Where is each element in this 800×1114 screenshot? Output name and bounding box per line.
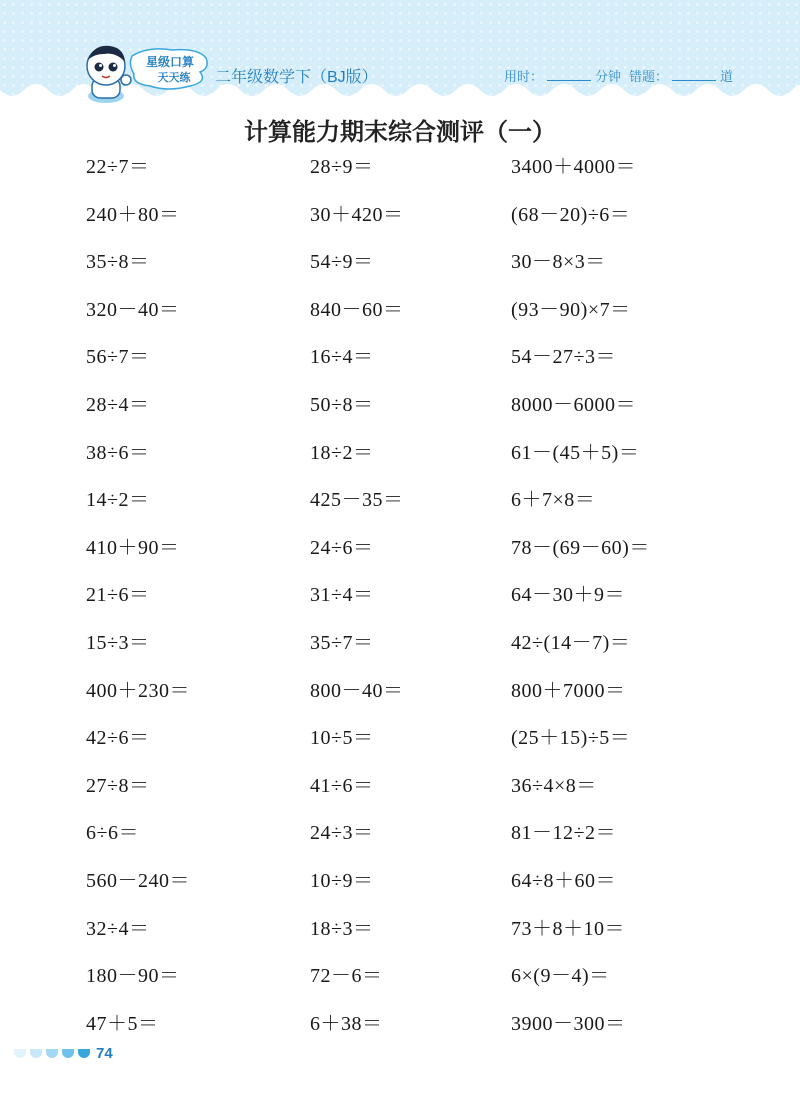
- problem-item: (68－20)÷6＝: [511, 203, 631, 226]
- problem-item: 54÷9＝: [310, 251, 374, 274]
- errors-blank[interactable]: [672, 68, 716, 81]
- problem-item: 400＋230＝: [86, 679, 190, 702]
- problem-row: [0, 574, 800, 622]
- problem-item: 240＋80＝: [86, 203, 180, 226]
- errors-label: 错题：: [629, 69, 669, 84]
- problem-item: 425－35＝: [310, 489, 404, 512]
- problem-item: 73＋8＋10＝: [511, 917, 625, 940]
- page-footer: [14, 1045, 113, 1062]
- problem-row: [0, 384, 800, 432]
- problem-row: [0, 1003, 800, 1051]
- problem-item: 28÷4＝: [86, 393, 150, 416]
- problem-item: 47＋5＝: [86, 1012, 159, 1035]
- problem-item: 16÷4＝: [310, 346, 374, 369]
- problem-item: (25＋15)÷5＝: [511, 727, 631, 750]
- problem-item: 54－27÷3＝: [511, 346, 616, 369]
- problem-item: 800－40＝: [310, 679, 404, 702]
- minute-label: 分钟: [595, 69, 622, 84]
- footer-dot: [14, 1049, 26, 1058]
- problem-item: 24÷6＝: [310, 536, 374, 559]
- problem-item: 24÷3＝: [310, 822, 374, 845]
- problem-item: 6＋7×8＝: [511, 489, 596, 512]
- problem-item: 81－12÷2＝: [511, 822, 616, 845]
- problem-item: 35÷7＝: [310, 631, 374, 654]
- problem-item: 840－60＝: [310, 298, 404, 321]
- problem-item: 64－30＋9＝: [511, 584, 625, 607]
- time-blank[interactable]: [547, 68, 591, 81]
- svg-text:星级口算: 星级口算: [145, 55, 195, 69]
- problem-item: 72－6＝: [310, 965, 383, 988]
- problem-item: 21÷6＝: [86, 584, 150, 607]
- problem-row: [0, 289, 800, 337]
- problem-item: 61－(45＋5)＝: [511, 441, 640, 464]
- problem-row: [0, 717, 800, 765]
- problem-item: 320－40＝: [86, 298, 180, 321]
- problem-item: 10÷5＝: [310, 727, 374, 750]
- footer-dot: [30, 1049, 42, 1058]
- problem-item: 50÷8＝: [310, 393, 374, 416]
- problem-item: 38÷6＝: [86, 441, 150, 464]
- problem-item: 18÷2＝: [310, 441, 374, 464]
- problem-row: [0, 812, 800, 860]
- problem-row: [0, 765, 800, 813]
- problem-item: 42÷6＝: [86, 727, 150, 750]
- problem-item: 56÷7＝: [86, 346, 150, 369]
- problem-item: 30＋420＝: [310, 203, 404, 226]
- problem-row: [0, 241, 800, 289]
- problem-row: [0, 146, 800, 194]
- footer-dot: [46, 1049, 58, 1058]
- problem-item: 42÷(14－7)＝: [511, 631, 631, 654]
- problem-item: 30－8×3＝: [511, 251, 606, 274]
- footer-dot: [62, 1049, 74, 1058]
- problem-row: [0, 336, 800, 384]
- problem-row: [0, 670, 800, 718]
- problem-item: (93－90)×7＝: [511, 298, 631, 321]
- problem-item: 28÷9＝: [310, 156, 374, 178]
- problem-item: 78－(69－60)＝: [511, 536, 650, 559]
- problem-row: [0, 908, 800, 956]
- time-error-record: [504, 66, 733, 85]
- problem-item: 35÷8＝: [86, 251, 150, 274]
- problem-item: 27÷8＝: [86, 774, 150, 797]
- problem-row: [0, 527, 800, 575]
- problem-grid: [0, 146, 800, 1050]
- problem-row: [0, 622, 800, 670]
- problem-item: 6×(9－4)＝: [511, 965, 610, 988]
- problem-item: 180－90＝: [86, 965, 180, 988]
- item-label: 道: [720, 69, 734, 84]
- problem-item: 36÷4×8＝: [511, 774, 597, 797]
- problem-item: 6＋38＝: [310, 1012, 383, 1035]
- problem-item: 15÷3＝: [86, 631, 150, 654]
- problem-item: 18÷3＝: [310, 917, 374, 940]
- problem-item: 3900－300＝: [511, 1012, 626, 1035]
- problem-item: 32÷4＝: [86, 917, 150, 940]
- time-label: 用时：: [504, 69, 544, 84]
- problem-item: 800＋7000＝: [511, 679, 626, 702]
- book-title: 二年级数学下（BJ版）: [215, 69, 378, 86]
- problem-item: 10÷9＝: [310, 869, 374, 892]
- problem-row: [0, 194, 800, 242]
- brand-logo: [128, 46, 212, 92]
- page-number: 74: [96, 1045, 113, 1062]
- problem-row: [0, 860, 800, 908]
- problem-item: 6÷6＝: [86, 822, 139, 845]
- page-title: 计算能力期末综合测评（一）: [244, 118, 556, 146]
- problem-item: 410＋90＝: [86, 536, 180, 559]
- problem-item: 8000－6000＝: [511, 393, 636, 416]
- footer-dots: [14, 1049, 90, 1058]
- problem-row: [0, 479, 800, 527]
- svg-text:天天练: 天天练: [157, 71, 191, 84]
- problem-item: 22÷7＝: [86, 156, 150, 178]
- problem-item: 560－240＝: [86, 869, 190, 892]
- problem-item: 31÷4＝: [310, 584, 374, 607]
- problem-item: 41÷6＝: [310, 774, 374, 797]
- footer-dot: [78, 1049, 90, 1058]
- problem-item: 14÷2＝: [86, 489, 150, 512]
- problem-item: 64÷8＋60＝: [511, 869, 616, 892]
- problem-item: 3400＋4000＝: [511, 156, 636, 178]
- problem-row: [0, 955, 800, 1003]
- problem-row: [0, 432, 800, 480]
